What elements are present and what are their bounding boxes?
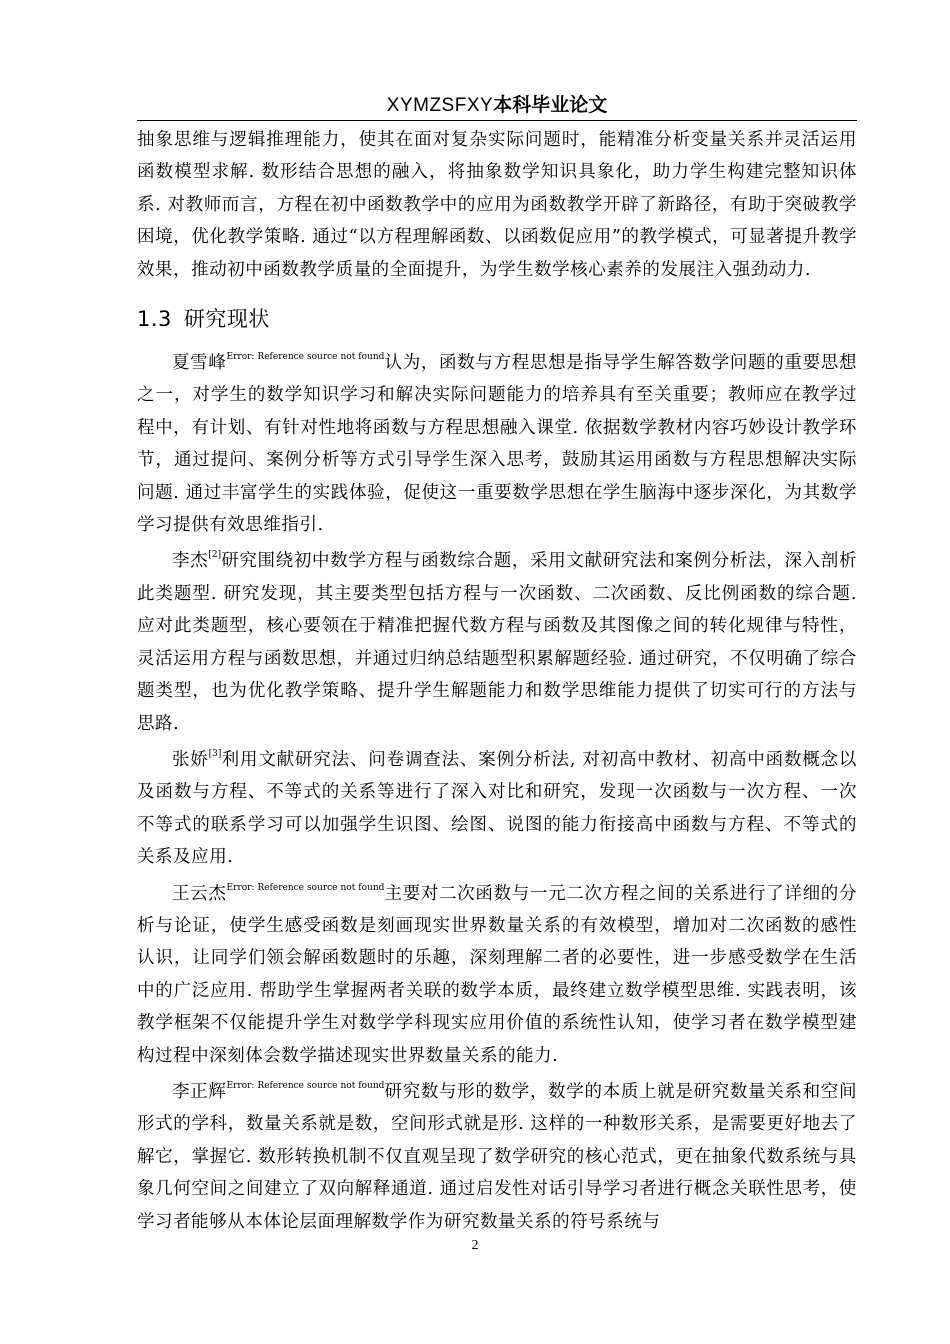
body-text: [137, 124, 857, 1238]
section-number: 1.3: [137, 307, 172, 332]
paragraph-text: 研究围绕初中数学方程与函数综合题，采用文献研究法和案例分析法，深入剖析此类题型. 研究发现，其主要类型包括方程与一次函数、二次函数、反比例函数的综合题. 应对此类题型，核心要领在于精准把握代数方程与函数及其图像之间的转化规律与特性，灵活运用方程与函数思想，并通过归纳总结题型积累解题经验. 通过研究，不仅明确了综合题类型，也为优化教学策略、提升学生解题能力和数学思维能力提供了切实可行的方法与思路.: [137, 551, 857, 734]
paragraph-text: 主要对二次函数与一元二次方程之间的关系进行了详细的分析与论证，使学生感受函数是刻画现实世界数量关系的有效模型，增加对二次函数的感性认识，让同学们领会解函数题时的乐趣，深刻理解二者的必要性，进一步感受数学在生活中的广泛应用. 帮助学生掌握两者关联的数学本质，最终建立数学模型思维. 实践表明，该教学框架不仅能提升学生对数学学科现实应用价值的系统性认知，使学习者在数学模型建构过程中深刻体会数学描述现实世界数量关系的能力.: [137, 883, 857, 1066]
paragraph-text: 认为，函数与方程思想是指导学生解答数学问题的重要思想之一，对学生的数学知识学习和解决实际问题能力的培养具有至关重要；教师应在教学过程中，有计划、有针对性地将函数与方程思想融入课堂. 依据数学教材内容巧妙设计教学环节，通过提问、案例分析等方式引导学生深入思考，鼓励其运用函数与方程思想解决实际问题. 通过丰富学生的实践体验，促使这一重要数学思想在学生脑海中逐步深化，为其数学学习提供有效思维指引.: [137, 353, 857, 536]
header-title: 本科毕业论文: [493, 94, 608, 116]
paragraph-li-zhenghui: [137, 1076, 857, 1238]
section-heading: [137, 305, 857, 333]
author-name: 李正辉: [172, 1081, 227, 1102]
paragraph-wang: [137, 878, 857, 1072]
citation-ref[interactable]: Error: Reference source not found: [226, 1080, 385, 1091]
citation-ref[interactable]: [2]: [208, 550, 222, 561]
paragraph-text: 研究数与形的数学，数学的本质上就是研究数量关系和空间形式的学科，数量关系就是数，空间形式就是形. 这样的一种数形关系，是需要更好地去了解它，掌握它. 数形转换机制不仅直观呈现了数学研究的核心范式，更在抽象代数系统与具象几何空间之间建立了双向解释通道. 通过启发性对话引导学习者进行概念关联性思考，使学习者能够从本体论层面理解数学作为研究数量关系的符号系统与: [137, 1081, 857, 1232]
section-title: 研究现状: [183, 307, 270, 332]
page-number: 2: [471, 1238, 479, 1253]
intro-paragraph: 抽象思维与逻辑推理能力，使其在面对复杂实际问题时，能精准分析变量关系并灵活运用函数模型求解. 数形结合思想的融入，将抽象数学知识具象化，助力学生构建完整知识体系. 对教师而言，方程在初中函数教学中的应用为函数教学开辟了新路径，有助于突破教学困境，优化教学策略. 通过“以方程理解函数、以函数促应用”的教学模式，可显著提升教学效果，推动初中函数教学质量的全面提升，为学生数学核心素养的发展注入强劲动力.: [137, 130, 857, 280]
paragraph-xia: [137, 347, 857, 541]
header-code: XYMZSFXY: [386, 95, 494, 116]
paragraph-li-jie: [137, 545, 857, 739]
header-rule: [137, 120, 857, 121]
author-name: 张娇: [172, 749, 209, 770]
citation-ref[interactable]: Error: Reference source not found: [226, 352, 385, 363]
citation-ref[interactable]: [3]: [208, 748, 222, 759]
author-name: 王云杰: [172, 883, 227, 904]
citation-ref[interactable]: Error: Reference source not found: [226, 882, 385, 893]
paragraph-text: 利用文献研究法、问卷调查法、案例分析法, 对初高中教材、初高中函数概念以及函数与方程、不等式的关系等进行了深入对比和研究，发现一次函数与一次方程、一次不等式的联系学习可以加强学生识图、绘图、说图的能力衔接高中函数与方程、不等式的关系及应用.: [137, 749, 857, 868]
paragraph-zhang: [137, 744, 857, 874]
running-header: [137, 91, 857, 119]
author-name: 李杰: [172, 551, 209, 572]
author-name: 夏雪峰: [172, 353, 227, 374]
